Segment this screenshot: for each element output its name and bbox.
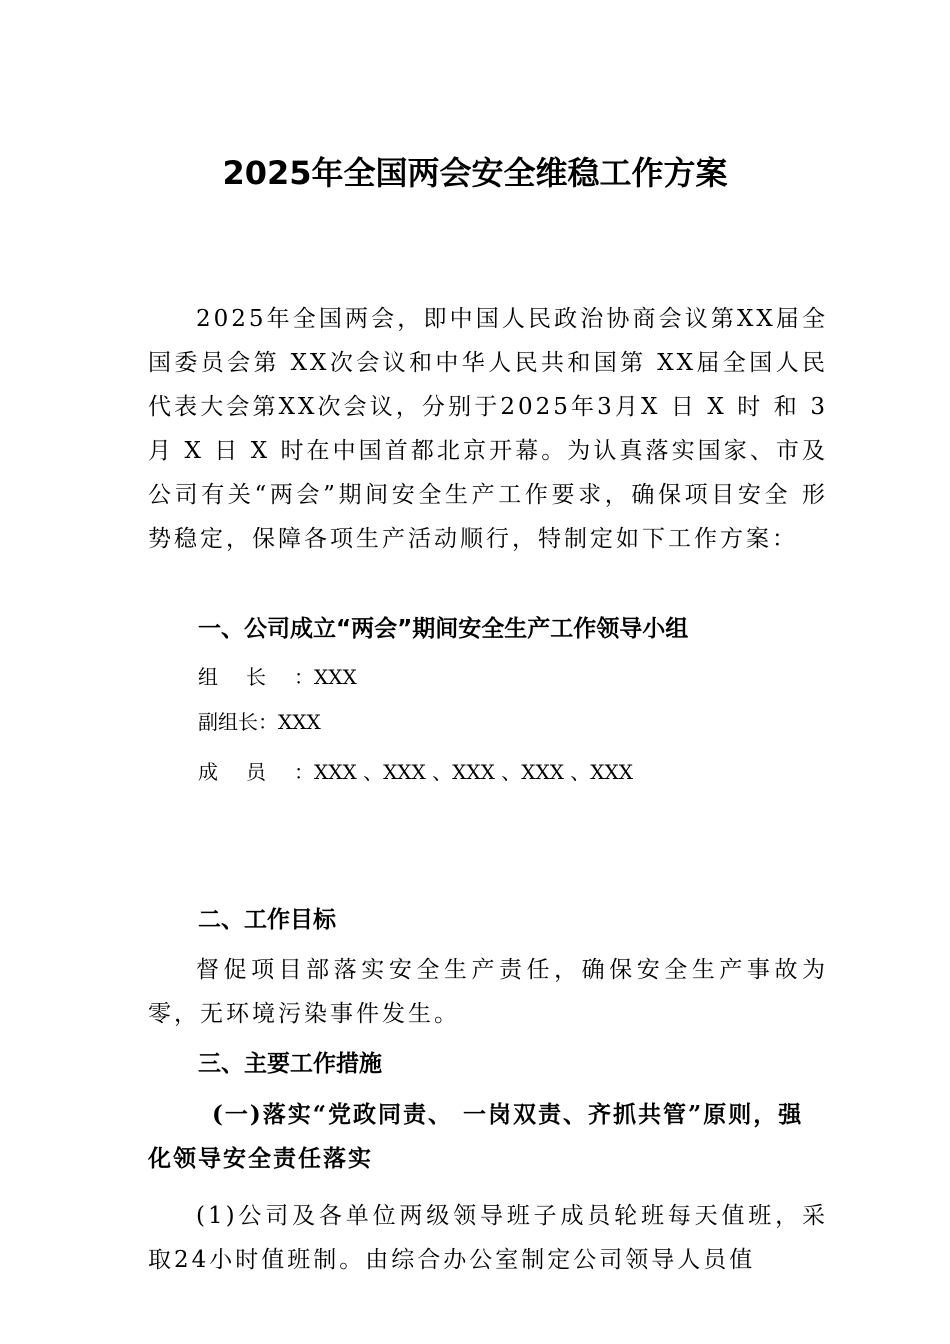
member-line-members [198, 757, 633, 787]
member-line-deputy-leader [198, 707, 321, 737]
section-heading-work-goals: 二、工作目标 [198, 907, 336, 933]
member-label: 副组长 [198, 710, 258, 734]
duty-paragraph: (1)公司及各单位两级领导班子成员轮班每天值班，采取24小时值班制。由综合办公室制定公司领导人员值 [148, 1203, 828, 1273]
member-value: ：XXX 、XXX 、XXX 、XXX 、XXX [294, 760, 634, 784]
member-label: 组长 [198, 665, 294, 689]
section-heading-leadership-group: 一、公司成立“两会”期间安全生产工作领导小组 [198, 616, 689, 642]
work-goals-paragraph: 督促项目部落实安全生产责任，确保安全生产事故为零，无环境污染事件发生。 [148, 957, 828, 1027]
document-title: 2025年全国两会安全维稳工作方案 [222, 154, 728, 193]
intro-paragraph: 2025年全国两会，即中国人民政治协商会议第XX届全国委员会第 XX次会议和中华人民共和国第 XX届全国人民代表大会第XX次会议，分别于2025年3月X 日 X 时 和 3 月 X 日 X 时在中国首都北京开幕。为认真落实国家、市及 公司有关“两会”期间安全生产工作要求，确保项目安全 形势稳定，保障各项生产活动顺行，特制定如下工作方案： [148, 306, 828, 552]
member-line-leader [198, 662, 357, 692]
section-heading-main-measures: 三、主要工作措施 [198, 1051, 382, 1077]
member-value: ：XXX [258, 710, 321, 734]
member-label: 成员 [198, 760, 294, 784]
member-value: ：XXX [294, 665, 357, 689]
subsection-heading-responsibility: (一)落实“党政同责、 一岗双责、齐抓共管”原则，强化领导安全责任落实 [148, 1101, 804, 1172]
